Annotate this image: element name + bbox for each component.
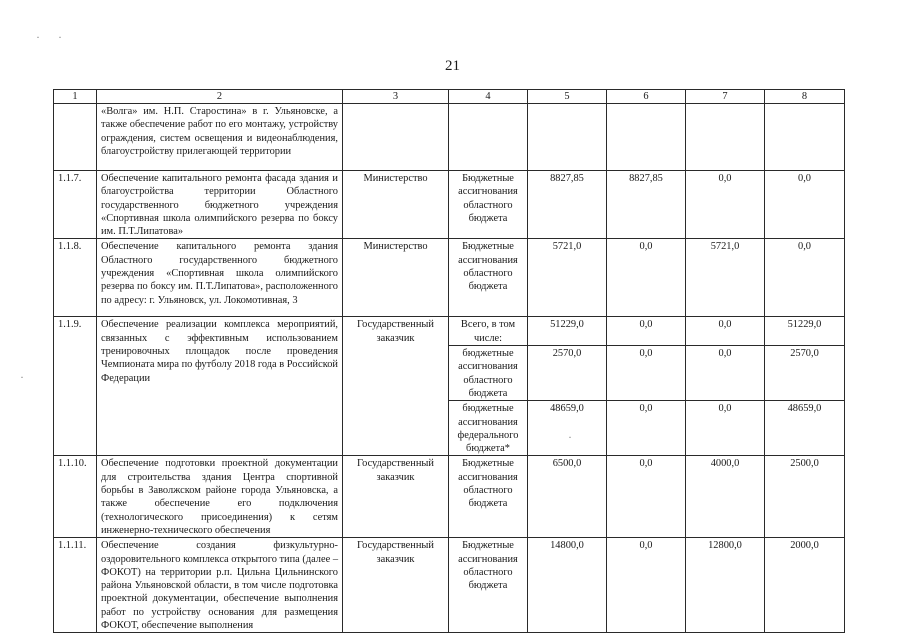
row-value: 2500,0 [765,456,845,538]
row-source: Бюджетные ассигнования областного бюджета [449,171,528,239]
row-description: Обеспечение реализации комплекса мероприятий, связанных с эффективным использованием тренировочных площадок после проведения Чемпионата мира по футболу 2018 года в Российской Федерации [97,317,343,456]
row-value: 0,0 [686,401,765,456]
row-value: 48659,0 [765,401,845,456]
row-description: Обеспечение создания физкультурно-оздоровительного комплекса открытого типа (далее – ФОКОТ) на территории р.п. Цильна Цильнинского района Ульяновской области, в том числе подготовка проектной документации, обеспечение выполнения работ по устройству основания для размещения ФОКОТ, обеспечение выполнения [97,538,343,633]
row-description: Обеспечение капитального ремонта здания Областного государственного бюджетного учреждения «Спортивная школа олимпийского резерва по боксу им. П.Т.Липатова», расположенного по адресу: г. Ульяновск, ул. Локомотивная, 3 [97,239,343,317]
row-value: 0,0 [607,346,686,401]
table-row [54,456,845,538]
table-row [54,538,845,633]
row-value: 0,0 [607,538,686,633]
row-value: 8827,85 [528,171,607,239]
scan-speck: · [568,430,572,444]
row-value: 51229,0 [765,317,845,346]
row-value: 2570,0 [765,346,845,401]
row-value: 0,0 [607,401,686,456]
row-value [686,104,765,171]
row-number: 1.1.8. [54,239,97,317]
row-value: 8827,85 [607,171,686,239]
header-cell: 5 [528,90,607,104]
header-cell: 2 [97,90,343,104]
row-number [54,104,97,171]
row-number: 1.1.9. [54,317,97,456]
table-row [54,171,845,239]
row-value: 2570,0 [528,346,607,401]
row-value: 12800,0 [686,538,765,633]
row-value: 0,0 [607,456,686,538]
row-executor: Государственный заказчик [343,456,449,538]
row-executor: Государственный заказчик [343,538,449,633]
row-source: бюджетные ассигнования областного бюджета [449,346,528,401]
row-value: 51229,0 [528,317,607,346]
row-executor: Министерство [343,171,449,239]
row-source [449,104,528,171]
row-value: 5721,0 [528,239,607,317]
row-description: Обеспечение подготовки проектной документации для строительства здания Центра спортивной борьбы в Заволжском районе города Ульяновска, а также обеспечение его подключения (технологического присоединения) к сетям инженерно-технического обеспечения [97,456,343,538]
scan-speck: · [36,30,40,44]
header-cell: 8 [765,90,845,104]
row-executor: Министерство [343,239,449,317]
row-value: 0,0 [607,239,686,317]
header-cell: 7 [686,90,765,104]
row-value: 14800,0 [528,538,607,633]
row-value: 0,0 [765,239,845,317]
header-row [54,90,845,104]
budget-table [53,89,845,633]
row-number: 1.1.10. [54,456,97,538]
row-value: 4000,0 [686,456,765,538]
table-row [54,239,845,317]
row-value [607,104,686,171]
row-source: Бюджетные ассигнования областного бюджета [449,239,528,317]
row-value: 0,0 [607,317,686,346]
row-value: 5721,0 [686,239,765,317]
scan-speck: · [58,30,62,44]
row-value [528,104,607,171]
row-value: 2000,0 [765,538,845,633]
row-source: Бюджетные ассигнования областного бюджета [449,538,528,633]
row-value: 0,0 [765,171,845,239]
table-row [54,104,845,171]
page-number: 21 [445,58,460,74]
row-executor [343,104,449,171]
row-number: 1.1.7. [54,171,97,239]
row-executor: Государственный заказчик [343,317,449,456]
row-description: Обеспечение капитального ремонта фасада здания и благоустройства территории Областного государственного бюджетного учреждения «Спортивная школа олимпийского резерва по боксу им. П.Т.Липатова» [97,171,343,239]
row-description: «Волга» им. Н.П. Старостина» в г. Ульяновске, а также обеспечение работ по его монтажу, устройству ограждения, систем освещения и видеонаблюдения, благоустройству прилегающей территории [97,104,343,171]
row-value: 0,0 [686,171,765,239]
header-cell: 4 [449,90,528,104]
table-row [54,317,845,346]
row-value: 0,0 [686,317,765,346]
row-source: бюджетные ассигнования федерального бюджета* [449,401,528,456]
header-cell: 1 [54,90,97,104]
header-cell: 6 [607,90,686,104]
row-source: Всего, в том числе: [449,317,528,346]
row-number: 1.1.11. [54,538,97,633]
scan-speck: · [20,370,24,384]
row-value: 6500,0 [528,456,607,538]
row-value: 0,0 [686,346,765,401]
row-value [765,104,845,171]
header-cell: 3 [343,90,449,104]
row-value: 48659,0 [528,401,607,456]
row-source: Бюджетные ассигнования областного бюджета [449,456,528,538]
